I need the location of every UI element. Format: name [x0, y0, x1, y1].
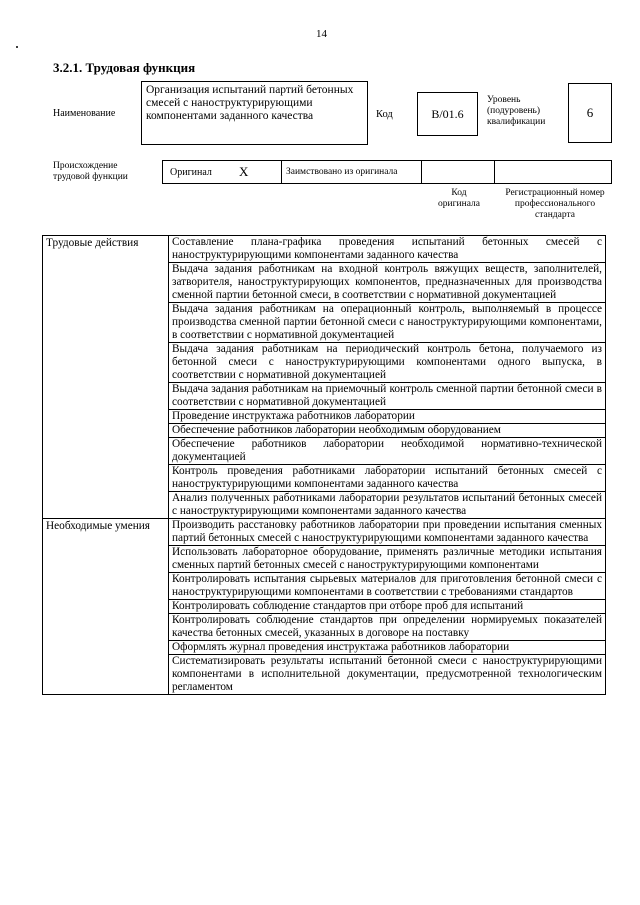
table-row: [43, 519, 606, 546]
table-row: [43, 236, 606, 263]
level-value: 6: [568, 83, 612, 143]
name-value: Организация испытаний партий бетонных смесей с наноструктурирующими компонентами заданного качества: [141, 81, 368, 145]
list-item: Выдача задания работникам на периодический контроль бетона, получаемого из бетонной смеси с наноструктурирующими компонентами одного выпуска, в соответствии с нормативной документацией: [169, 343, 606, 383]
origin-label: Происхождение трудовой функции: [53, 161, 128, 182]
code-label: Код: [376, 109, 393, 120]
level-label: Уровень (подуровень) квалификации: [487, 95, 546, 127]
list-item: Выдача задания работникам на входной контроль вяжущих веществ, заполнителей, затворителя, наноструктурирующих компонентов, предназначенных для производства сменной партии бетонной смеси, в соответствии с нормативной документацией: [169, 263, 606, 303]
list-item: Контролировать соблюдение стандартов при отборе проб для испытаний: [169, 600, 606, 614]
list-item: Составление плана-графика проведения испытаний бетонных смесей с наноструктурирующими компонентами заданного качества: [169, 236, 606, 263]
list-item: Контролировать соблюдение стандартов при определении нормируемых показателей качества бетонных смесей, указанных в договоре на поставку: [169, 614, 606, 641]
borrowed-label: Заимствовано из оригинала: [286, 167, 398, 177]
list-item: Оформлять журнал проведения инструктажа работников лаборатории: [169, 641, 606, 655]
list-item: Производить расстановку работников лаборатории при проведении испытания сменных партий бетонных смесей с наноструктурирующими компонентами заданного качества: [169, 519, 606, 546]
list-item: Анализ полученных работниками лаборатории результатов испытаний бетонных смесей с наноструктурирующими компонентами заданного качества: [169, 492, 606, 519]
reg-number-caption: Регистрационный номер профессионального стандарта: [505, 188, 605, 220]
code-original-caption: Код оригинала: [438, 188, 480, 209]
name-label: Наименование: [53, 108, 116, 119]
original-label: Оригинал: [170, 167, 212, 178]
original-mark: X: [239, 164, 249, 179]
section-heading-actions: Трудовые действия: [43, 236, 169, 519]
page-number: 14: [316, 28, 327, 40]
list-item: Выдача задания работникам на приемочный контроль сменной партии бетонной смеси в соответствии с нормативной документацией: [169, 383, 606, 410]
list-item: Обеспечение работников лаборатории необходимой нормативно-технической документацией: [169, 438, 606, 465]
list-item: Проведение инструктажа работников лаборатории: [169, 410, 606, 424]
scan-speck: [16, 46, 18, 48]
list-item: Контролировать испытания сырьевых материалов для приготовления бетонной смеси с наноструктурирующими компонентами в соответствии с требованиями стандартов: [169, 573, 606, 600]
list-item: Выдача задания работникам на операционный контроль, выполняемый в процессе производства сменной партии бетонной смеси с наноструктурирующими компонентами, в соответствии с нормативной документацией: [169, 303, 606, 343]
code-value: B/01.6: [417, 92, 478, 136]
list-item: Использовать лабораторное оборудование, применять различные методики испытания сменных партий бетонных смесей с наноструктурирующими компонентами: [169, 546, 606, 573]
list-item: Систематизировать результаты испытаний бетонной смеси с наноструктурирующими компонентами в исполнительной документации, предусмотренной технологическим регламентом: [169, 655, 606, 695]
function-table: [42, 235, 606, 695]
section-heading-skills: Необходимые умения: [43, 519, 169, 695]
section-title: 3.2.1. Трудовая функция: [53, 60, 196, 75]
list-item: Контроль проведения работниками лаборатории испытаний бетонных смесей с наноструктурирующими компонентами заданного качества: [169, 465, 606, 492]
list-item: Обеспечение работников лаборатории необходимым оборудованием: [169, 424, 606, 438]
